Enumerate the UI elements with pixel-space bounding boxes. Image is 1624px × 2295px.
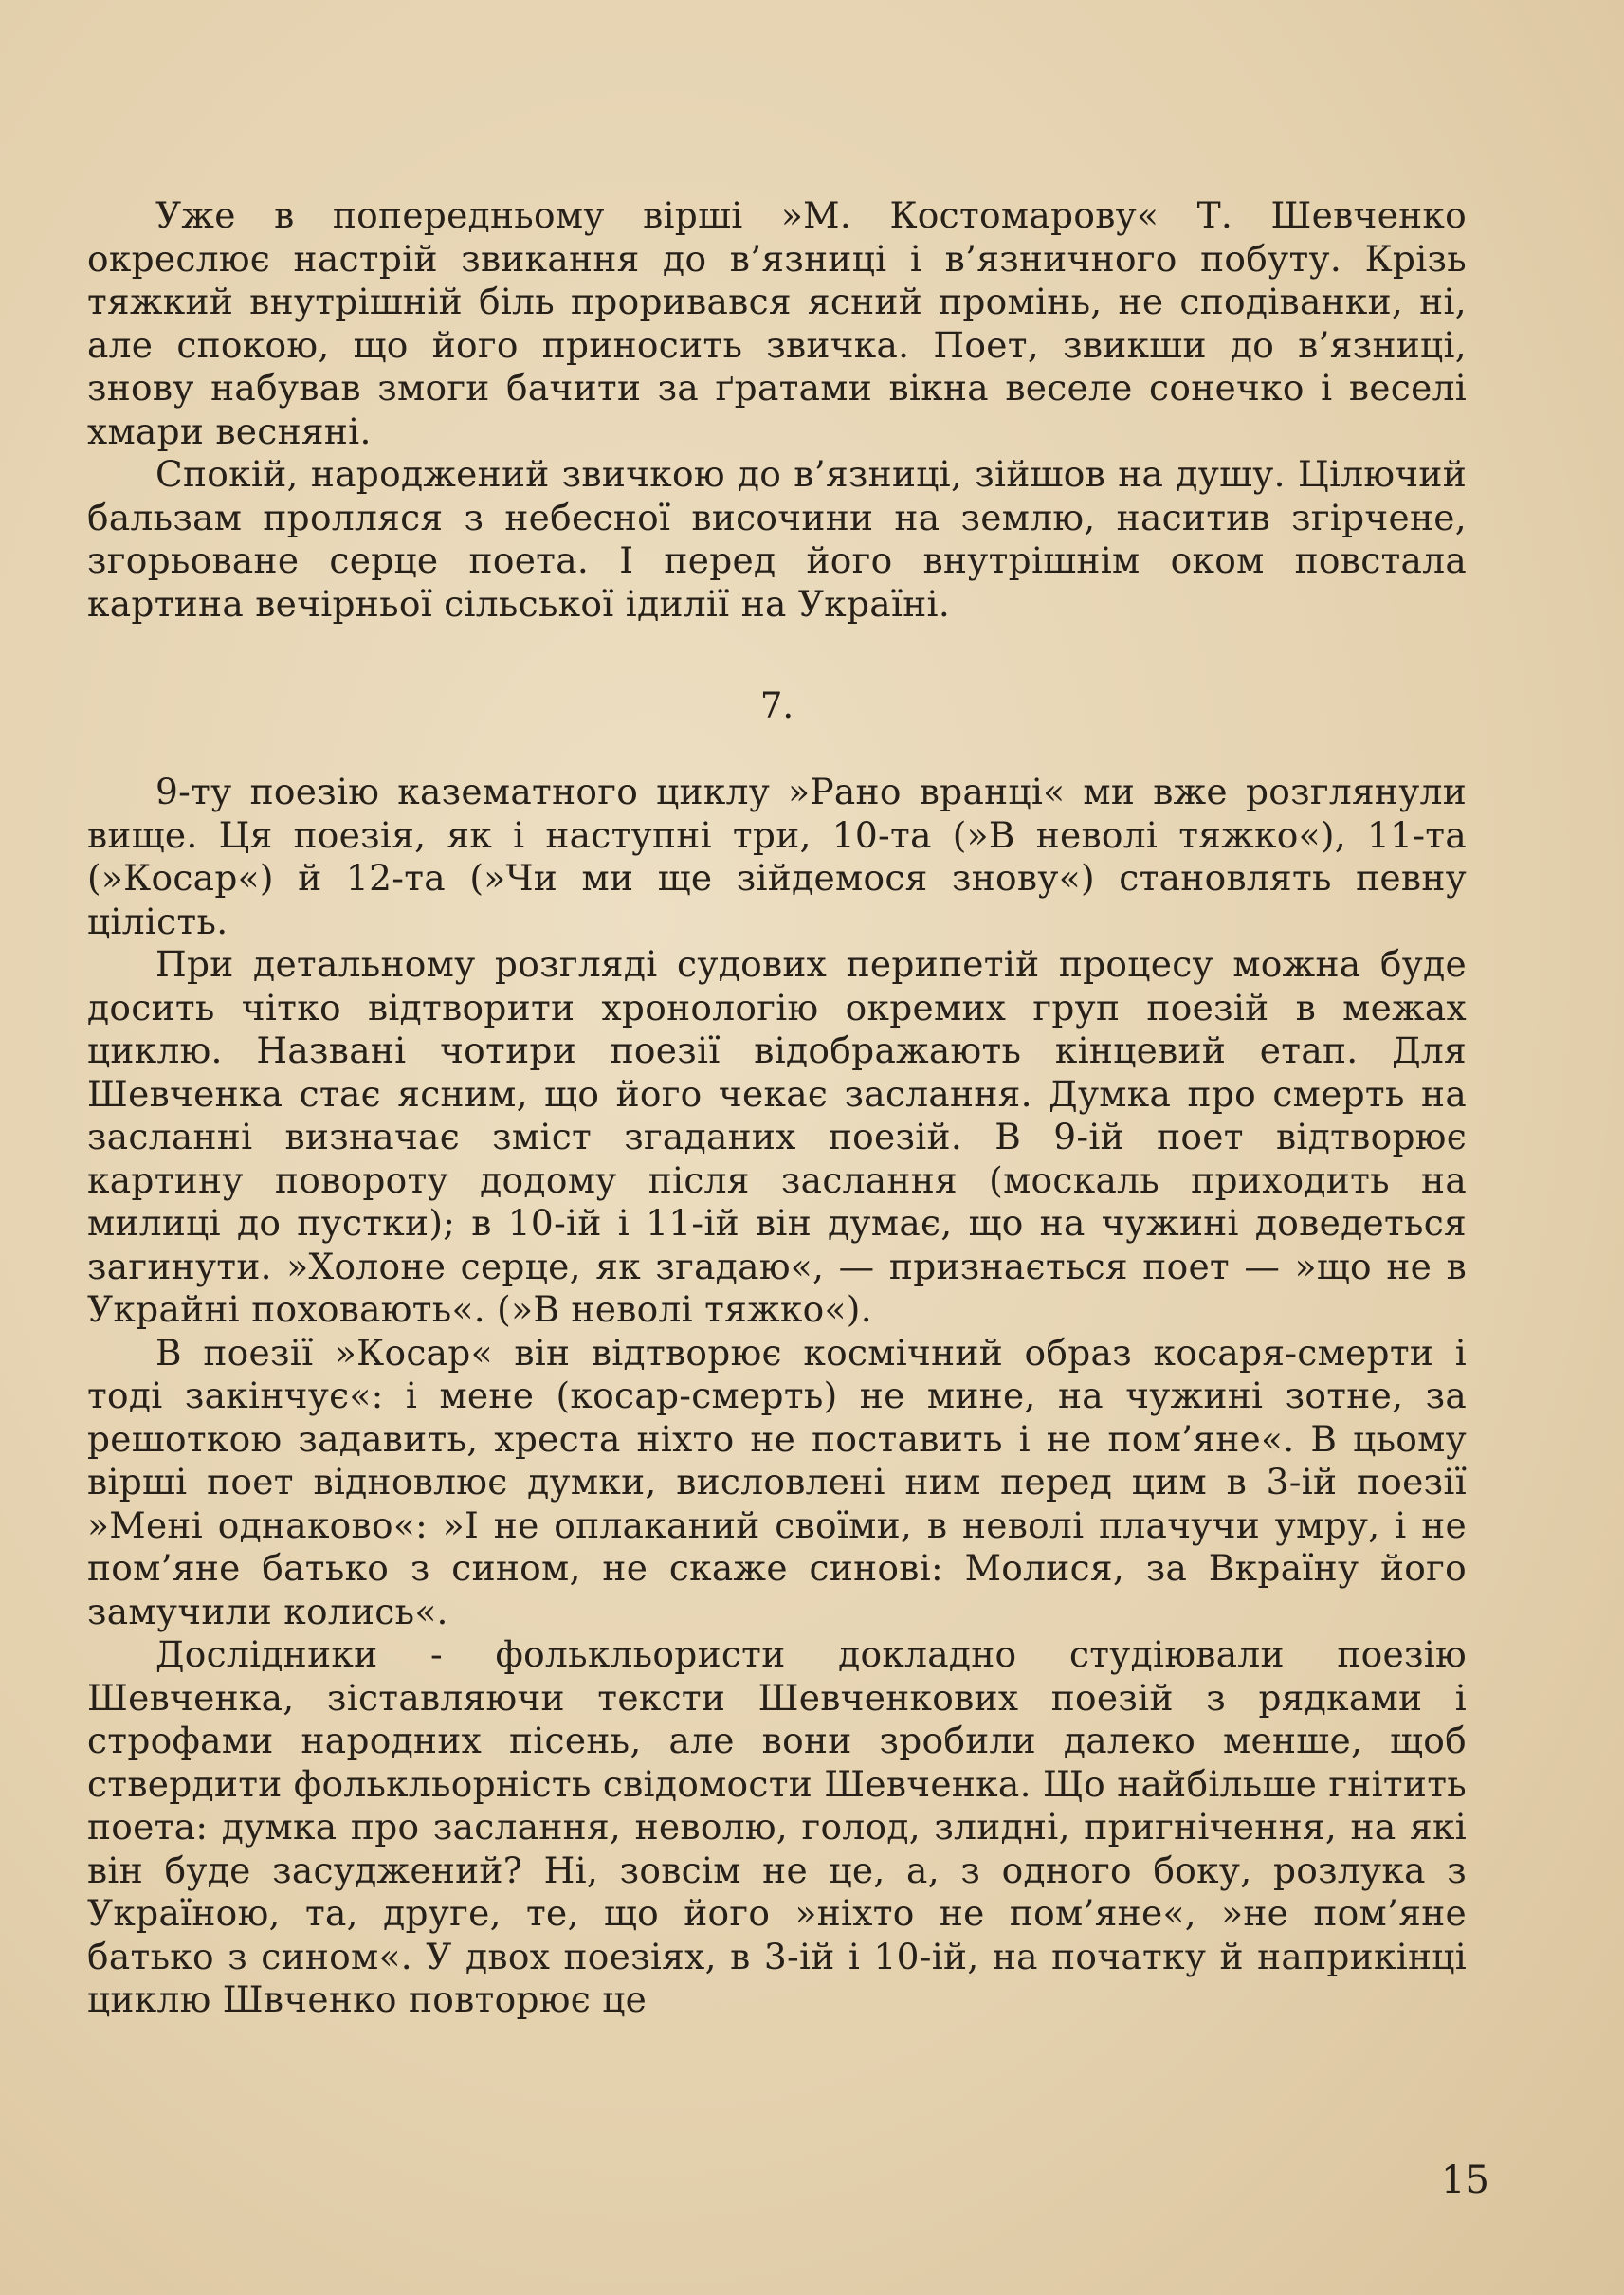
paragraph: Уже в попередньому вірші »М. Костомарову« Т. Шевченко окреслює настрій звикання до в’язниці і в’язничного побуту. Крізь тяжкий внутрішній біль проривався ясний промінь, не сподіванки, ні, але спокою, що його приносить звичка. Поет, звикши до в’язниці, знову набував змоги бачити за ґратами вікна веселе сонечко і веселі хмари весняні.	[87, 194, 1467, 452]
paragraph: В поезії »Косар« він відтворює космічний образ косаря-смерти і тоді закінчує«: і мене (косар-смерть) не мине, на чужині зотне, за решоткою задавить, хреста ніхто не поставить і не пом’яне«. В цьому вірші поет відновлює думки, висловлені ним перед цим в 3-ій поезії »Мені однаково«: »І не оплаканий своїми, в неволі плачучи умру, і не пом’яне батько з сином, не скаже синові: Молися, за Вкраїну його замучили колись«.	[87, 1331, 1467, 1632]
page-number: 15	[1441, 2158, 1489, 2202]
paragraph: 9-ту поезію казематного циклу »Рано вранці« ми вже розглянули вище. Ця поезія, як і наступні три, 10-та (»В неволі тяжко«), 11-та (»Косар«) й 12-та (»Чи ми ще зійдемося знову«) становлять певну цілість.	[87, 771, 1467, 942]
page-body	[87, 194, 1467, 2022]
paragraph: При детальному розгляді судових перипетій процесу можна буде досить чітко відтворити хронологію окремих груп поезій в межах циклю. Названі чотири поезії відображають кінцевий етап. Для Шевченка стає ясним, що його чекає заслання. Думка про смерть на засланні визначає зміст згаданих поезій. В 9-ій поет відтворює картину повороту додому після заслання (москаль приходить на милиці до пустки); в 10-ій і 11-ій він думає, що на чужині доведеться загинути. »Холоне серце, як згадаю«, — признається поет — »що не в Украйні поховають«. (»В неволі тяжко«).	[87, 943, 1467, 1330]
paragraph: Спокій, народжений звичкою до в’язниці, зійшов на душу. Цілючий бальзам пролляся з небесної височини на землю, наситив згірчене, згорьоване серце поета. І перед його внутрішнім оком повстала картина вечірньої сільської ідилії на Україні.	[87, 453, 1467, 625]
section-number: 7.	[759, 685, 794, 726]
paragraph: Дослідники - фолькльористи докладно студіювали поезію Шевченка, зіставляючи тексти Шевченкових поезій з рядками і строфами народних пісень, але вони зробили далеко менше, щоб ствердити фолькльорність свідомости Шевченка. Що найбільше гнітить поета: думка про заслання, неволю, голод, злидні, пригнічення, на які він буде засуджений? Ні, зовсім не це, а, з одного боку, розлука з Україною, та, друге, те, що його »ніхто не пом’яне«, »не пом’яне батько з сином«. У двох поезіях, в 3-ій і 10-ій, на початку й наприкінці циклю Швченко повторює це	[87, 1633, 1467, 2020]
